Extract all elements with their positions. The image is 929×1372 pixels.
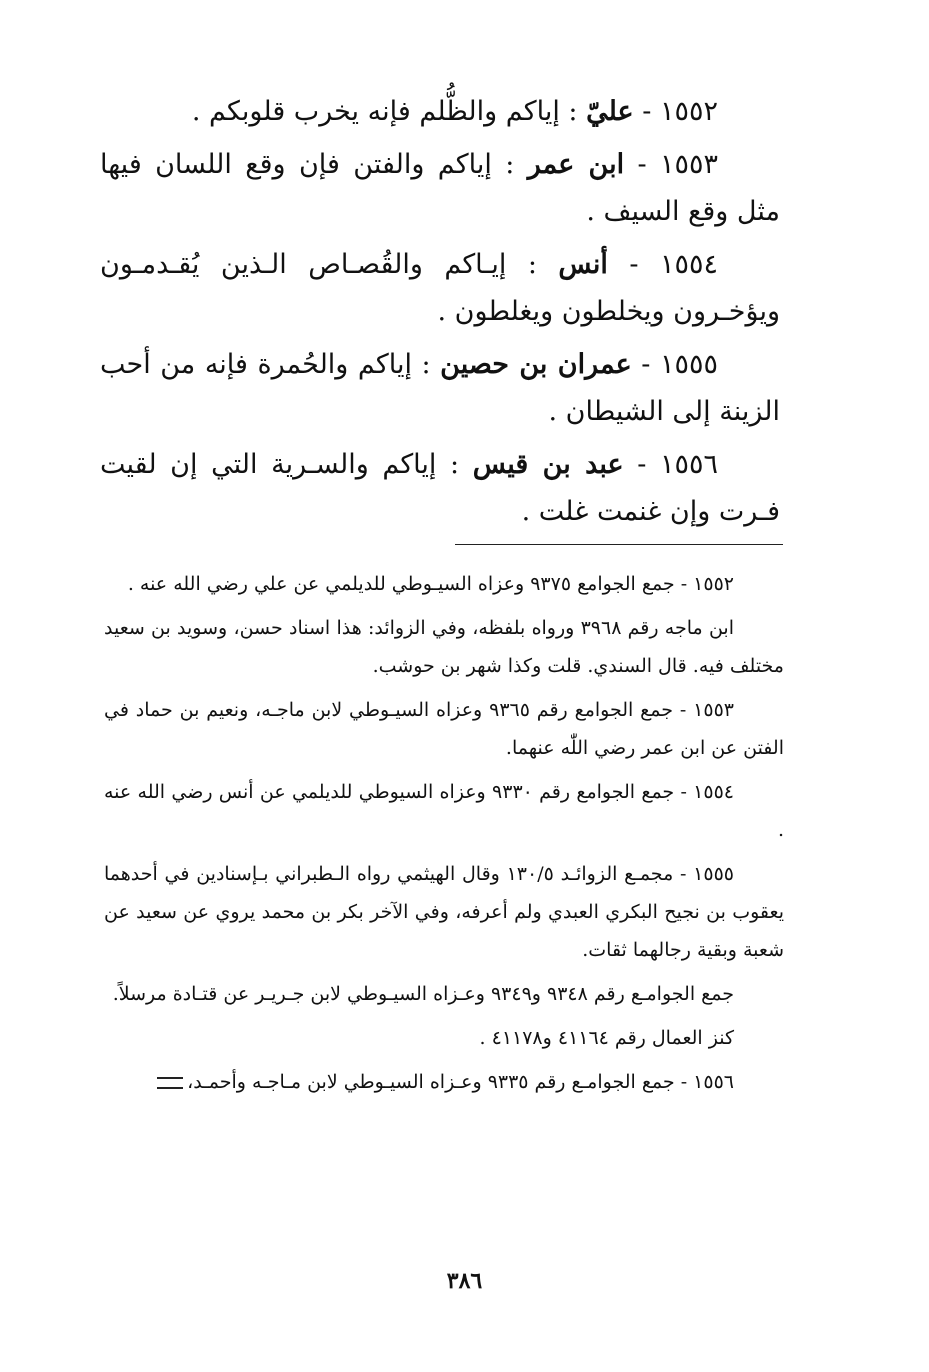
page-number: ٣٨٦ [446, 1268, 483, 1294]
hadith-narrator: أنس [558, 249, 608, 280]
hadith-number: ١٥٥٤ - [629, 249, 718, 280]
hadith-narrator: عبد بن قيس [472, 449, 624, 480]
hadith-text: : إيـاكم والقُصـاص الـذين يُقـدمـون ويؤخـرون ويخلطون ويغلطون . [100, 249, 780, 327]
hadith-text: : إياكم والظُّلم فإنه يخرب قلوبكم . [191, 96, 578, 127]
footnote-1555-jami: جمع الجوامـع رقم ٩٣٤٨ و٩٣٤٩ وعـزاه السيـوطي لابن جـريـر عن قتـادة مرسلاً. [112, 983, 734, 1005]
hadith-number: ١٥٥٥ - [641, 349, 718, 380]
hadith-number: ١٥٥٦ - [637, 449, 718, 480]
hadith-number: ١٥٥٣ - [637, 149, 718, 180]
footnote-1554: ١٥٥٤ - جمع الجوامع رقم ٩٣٣٠ وعزاه السيوطي للديلمي عن أنس رضي الله عنه . [104, 781, 784, 841]
hadith-1556 [100, 441, 780, 535]
footnote-separator [455, 544, 783, 545]
hadith-narrator: عمران بن حصين [440, 349, 632, 380]
hadith-1552 [100, 88, 780, 135]
hadith-narrator: عليّ [586, 96, 634, 127]
footnote-1553: ١٥٥٣ - جمع الجوامع رقم ٩٣٦٥ وعزاه السيـوطي لابن ماجـه، ونعيم بن حماد في الفتن عن ابن عمر رضي اللّٰه عنهما. [104, 699, 784, 759]
hadith-1555 [100, 341, 780, 435]
hadith-list [100, 88, 780, 541]
footnote-1556 [104, 1063, 784, 1101]
hadith-1553 [100, 141, 780, 235]
hadith-number: ١٥٥٢ - [642, 96, 718, 127]
hadith-1554 [100, 241, 780, 335]
footnotes [104, 565, 784, 1107]
continuation-mark [157, 1077, 183, 1089]
footnote-1555: ١٥٥٥ - مجمـع الزوائـد ١٣٠/٥ وقال الهيثمي رواه الـطبراني بـإسنادين في أحدهما يعقوب بن نجيح البكري العبدي ولم أعرفه، وفي الآخر بكر بن محمد يروي عن سعيد عن شعبة وبقية رجالهما ثقات. [104, 863, 784, 961]
hadith-text: : إياكم والفتن فإن وقع اللسان فيها مثل وقع السيف . [100, 149, 780, 227]
hadith-narrator: ابن عمر [527, 149, 625, 180]
hadith-text: : إياكم والحُمرة فإنه من أحب الزينة إلى الشيطان . [100, 349, 780, 427]
footnote-1556-text: ١٥٥٦ - جمع الجوامـع رقم ٩٣٣٥ وعـزاه السيـوطي لابن مـاجـه وأحمـد، [187, 1071, 734, 1093]
footnote-1555-kanz: كنز العمال رقم ٤١١٦٤ و٤١١٧٨ . [479, 1027, 734, 1049]
footnote-1552: ١٥٥٢ - جمع الجوامع ٩٣٧٥ وعزاه السيـوطي للديلمي عن علي رضي الله عنه . [127, 573, 734, 595]
hadith-text: : إياكم والسـرية التي إن لقيت فـرت وإن غنمت غلت . [100, 449, 780, 527]
footnote-1552-ibn-majah: ابن ماجه رقم ٣٩٦٨ ورواه بلفظه، وفي الزوائد: هذا اسناد حسن، وسويد بن سعيد مختلف فيه. قال السندي. قلت وكذا شهر بن حوشب. [104, 617, 784, 677]
